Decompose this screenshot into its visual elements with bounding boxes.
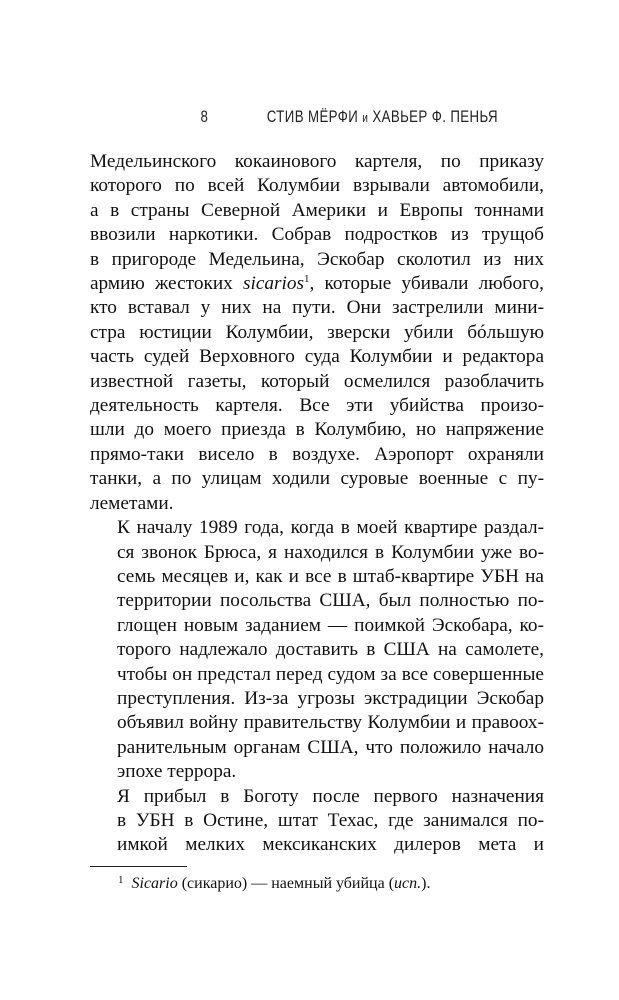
text-line-with-footnote [90, 272, 544, 296]
text-line: а в страны Северной Америки и Европы тоннами [90, 199, 544, 221]
text-line: стра юстиции Колумбии, зверски убили бóльшую [90, 321, 544, 343]
text-line: которого по всей Колумбии взрывали автомобили, [90, 175, 544, 197]
text-line: леметами. [90, 492, 174, 514]
text-line: танки, а по улицам ходили суровые военные с пу- [90, 468, 544, 490]
footnote-mark: 1 [118, 874, 124, 886]
text-line: деятельность картеля. Все эти убийства произо- [90, 395, 544, 417]
text-line: торого надлежало доставить в США на самолете, [117, 639, 544, 661]
text-line: в УБН в Остине, штат Техас, где занимался по- [117, 809, 544, 831]
text-line: преступления. Из-за угрозы экстрадиции Эскобар [117, 687, 544, 709]
text-line: Медельинского кокаинового картеля, по приказу [90, 151, 544, 172]
text-line: ся звонок Брюса, я находился в Колумбии уже во- [117, 541, 544, 563]
footnote-text: (сикарио) — наемный убийца ( [177, 875, 395, 892]
paragraph-1 [90, 150, 544, 516]
text-line: К началу 1989 года, когда в моей квартире раздал- [117, 517, 544, 539]
author-2: ХАВЬЕР Ф. ПЕНЬЯ [372, 107, 498, 126]
text-line: глощен новым заданием — поимкой Эскобара, ко- [117, 614, 544, 636]
body-text [90, 150, 544, 858]
paragraph-2 [90, 516, 544, 784]
italic-term-sicarios: sicarios [242, 273, 305, 295]
text-line: чтобы он предстал перед судом за все совершенные [117, 663, 544, 685]
paragraph-3 [90, 785, 544, 858]
text-line: объявил войну правительству Колумбии и правоох- [117, 712, 544, 734]
text-line: шли до моего приезда в Колумбию, но напряжение [90, 419, 544, 441]
footnote-reference[interactable]: 1 [304, 273, 310, 286]
text-line: ввозили наркотики. Собрав подростков из трущоб [90, 224, 544, 246]
text-line: территории посольства США, был полностью по- [117, 590, 544, 612]
footnote [118, 874, 430, 893]
running-head-authors [267, 107, 498, 127]
text-line: в пригороде Медельина, Эскобар сколотил из них [90, 248, 544, 270]
text-line: часть судей Верховного суда Колумбии и редактора [90, 346, 544, 368]
footnote-divider [90, 866, 187, 867]
text-line: кто вставал у них на пути. Они застрелили мини- [90, 297, 544, 319]
author-conjunction: и [362, 110, 369, 125]
running-header [0, 107, 498, 133]
author-1: СТИВ МЁРФИ [266, 107, 359, 126]
text-line: ранительным органам США, что положило начало [117, 736, 544, 758]
text-line: прямо-таки висело в воздухе. Аэропорт охраняли [90, 443, 544, 465]
text-line: известной газеты, который осмелился разоблачить [90, 370, 544, 392]
text-fragment: , которые убивали любого, [309, 273, 544, 295]
footnote-text-end: ). [421, 875, 431, 892]
text-line: Я прибыл в Боготу после первого назначения [117, 785, 544, 807]
text-line: эпохе террора. [117, 761, 237, 783]
footnote-term: Sicario [131, 875, 178, 892]
text-fragment: армию жестоких [90, 273, 233, 295]
text-line: имкой мелких мексиканских дилеров мета и [117, 834, 544, 856]
page-number: 8 [200, 107, 209, 126]
text-line: семь месяцев и, как и все в штаб-квартире УБН на [117, 565, 544, 587]
footnote-abbreviation: исп. [394, 875, 422, 892]
